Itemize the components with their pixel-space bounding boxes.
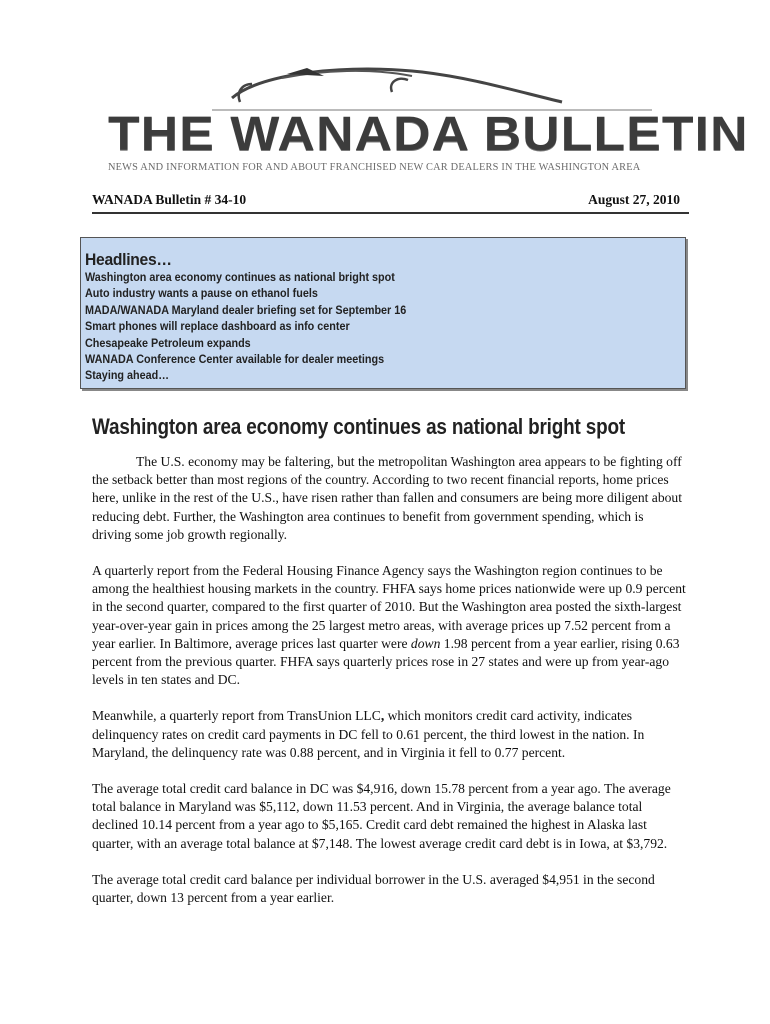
paragraph-text: Meanwhile, a quarterly report from TransUnion LLC bbox=[92, 708, 381, 724]
bulletin-number: WANADA Bulletin # 34-10 bbox=[92, 192, 247, 207]
header-divider bbox=[92, 212, 689, 214]
article-title: Washington area economy continues as national bright spot bbox=[92, 414, 625, 439]
paragraph: The average total credit card balance in DC was $4,916, down 15.78 percent from a year ago. The average total balance in Maryland was $5,112, down 11.53 percent. And in Virginia, the average balance total declined 10.14 percent from a year ago to $5,165. Credit card debt remained the highest in Alaska last quarter, with an average total balance at $7,148. The lowest average credit card debt is in Iowa, at $3,792. bbox=[92, 781, 671, 851]
paragraph-text: A quarterly report from the Federal Housing Finance Agency says the Washington region continues to be among the healthiest housing markets in the country. FHFA says home prices nationwide were up 0.9 percent in the second quarter, compared to the first quarter of 2010. But the Washington area posted the sixth-largest year-over-year gain in prices among the 25 largest metro areas, with average prices up 7.52 percent from a year earlier. In Baltimore, average prices last quarter were bbox=[92, 563, 686, 651]
paragraph: The U.S. economy may be faltering, but the metropolitan Washington area appears to be fighting off the setback better than most regions of the country. According to two recent financial reports, home prices here, unlike in the rest of the U.S., have risen rather than fallen and consumers are being more diligent about reducing debt. Further, the Washington area continues to benefit from government spending, which is driving some job growth regionally. bbox=[92, 454, 683, 542]
masthead-logo bbox=[92, 50, 749, 182]
masthead-tagline: NEWS AND INFORMATION FOR AND ABOUT FRANCHISED NEW CAR DEALERS IN THE WASHINGTON AREA bbox=[108, 162, 641, 173]
paragraph-text: 1.98 percent from a year earlier, rising 0.63 percent from the previous quarter. FHFA says quarterly prices rose in 27 states and were up from year-ago levels in ten states and DC. bbox=[92, 635, 680, 688]
paragraph bbox=[92, 707, 686, 762]
headline-item[interactable]: MADA/WANADA Maryland dealer briefing set for September 16 bbox=[85, 302, 407, 317]
headlines-list bbox=[85, 269, 442, 384]
paragraph-text: which monitors credit card activity, indicates delinquency rates on credit card payments in DC fell to 0.61 percent, the third lowest in the nation. In Maryland, the delinquency rate was 0.88 percent, and in Virginia it fell to 0.77 percent. bbox=[92, 708, 645, 760]
headlines-box bbox=[80, 237, 686, 389]
headlines-heading: Headlines… bbox=[85, 250, 172, 269]
masthead-title: THE WANADA BULLETIN bbox=[108, 108, 749, 161]
headline-item[interactable]: Smart phones will replace dashboard as info center bbox=[85, 319, 350, 334]
paragraph bbox=[92, 562, 686, 689]
headline-item[interactable]: Staying ahead… bbox=[85, 368, 170, 383]
bold-comma: , bbox=[380, 708, 385, 724]
headline-item[interactable]: Washington area economy continues as national bright spot bbox=[85, 270, 395, 284]
article-body bbox=[92, 453, 686, 925]
headline-item[interactable]: Auto industry wants a pause on ethanol fuels bbox=[85, 286, 318, 301]
paragraph: The average total credit card balance per individual borrower in the U.S. averaged $4,951 in the second quarter, down 13 percent from a year earlier. bbox=[92, 871, 655, 906]
bulletin-date: August 27, 2010 bbox=[588, 192, 680, 207]
headline-item[interactable]: Chesapeake Petroleum expands bbox=[85, 335, 251, 350]
headline-item[interactable]: WANADA Conference Center available for dealer meetings bbox=[85, 352, 385, 367]
emphasis-text: down bbox=[410, 635, 441, 651]
